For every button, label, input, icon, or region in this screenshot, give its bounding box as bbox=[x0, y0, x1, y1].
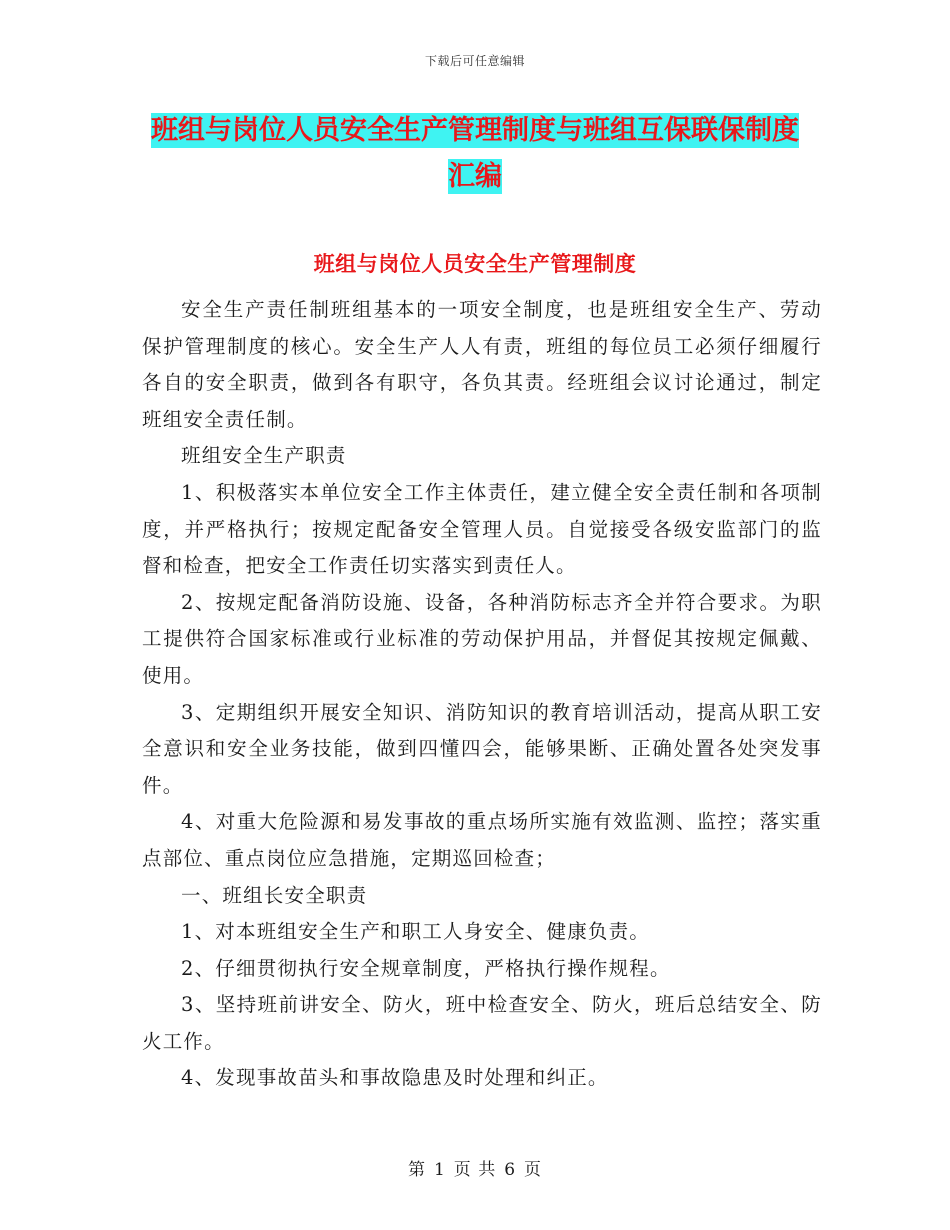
main-title bbox=[140, 108, 810, 200]
footer-page-number: 1 bbox=[433, 1160, 446, 1180]
paragraph: 1、积极落实本单位安全工作主体责任，建立健全安全责任制和各项制度，并严格执行；按规定配备安全管理人员。自觉接受各级安监部门的监督和检查，把安全工作责任切实落实到责任人。 bbox=[142, 480, 822, 578]
footer-suffix: 页 bbox=[524, 1160, 543, 1180]
paragraph: 一、班组长安全职责 bbox=[181, 883, 368, 907]
body-text bbox=[142, 292, 822, 1097]
paragraph: 4、发现事故苗头和事故隐患及时处理和纠正。 bbox=[181, 1066, 609, 1090]
footer-mid: 页 共 bbox=[453, 1160, 497, 1180]
paragraph: 3、坚持班前讲安全、防火，班中检查安全、防火，班后总结安全、防火工作。 bbox=[142, 993, 822, 1053]
section-title: 班组与岗位人员安全生产管理制度 bbox=[313, 252, 637, 276]
paragraph: 1、对本班组安全生产和职工人身安全、健康负责。 bbox=[181, 920, 651, 944]
header-note: 下载后可任意编辑 bbox=[424, 54, 525, 68]
paragraph: 2、仔细贯彻执行安全规章制度，严格执行操作规程。 bbox=[181, 956, 671, 980]
paragraph: 3、定期组织开展安全知识、消防知识的教育培训活动，提高从职工安全意识和安全业务技能，做到四懂四会，能够果断、正确处置各处突发事件。 bbox=[142, 700, 822, 797]
main-title-text: 班组与岗位人员安全生产管理制度与班组互保联保制度汇编 bbox=[151, 115, 799, 192]
paragraph: 4、对重大危险源和易发事故的重点场所实施有效监测、监控；落实重点部位、重点岗位应急措施，定期巡回检查； bbox=[142, 810, 822, 870]
page-footer bbox=[0, 1155, 950, 1180]
footer-prefix: 第 bbox=[407, 1160, 426, 1180]
paragraph: 2、按规定配备消防设施、设备，各种消防标志齐全并符合要求。为职工提供符合国家标准或行业标准的劳动保护用品，并督促其按规定佩戴、使用。 bbox=[142, 590, 822, 687]
footer-total-pages: 6 bbox=[504, 1160, 517, 1180]
paragraph: 安全生产责任制班组基本的一项安全制度，也是班组安全生产、劳动保护管理制度的核心。安全生产人人有责，班组的每位员工必须仔细履行各自的安全职责，做到各有职守，各负其责。经班组会议讨论通过，制定班组安全责任制。 bbox=[142, 298, 822, 431]
paragraph: 班组安全生产职责 bbox=[181, 444, 347, 468]
